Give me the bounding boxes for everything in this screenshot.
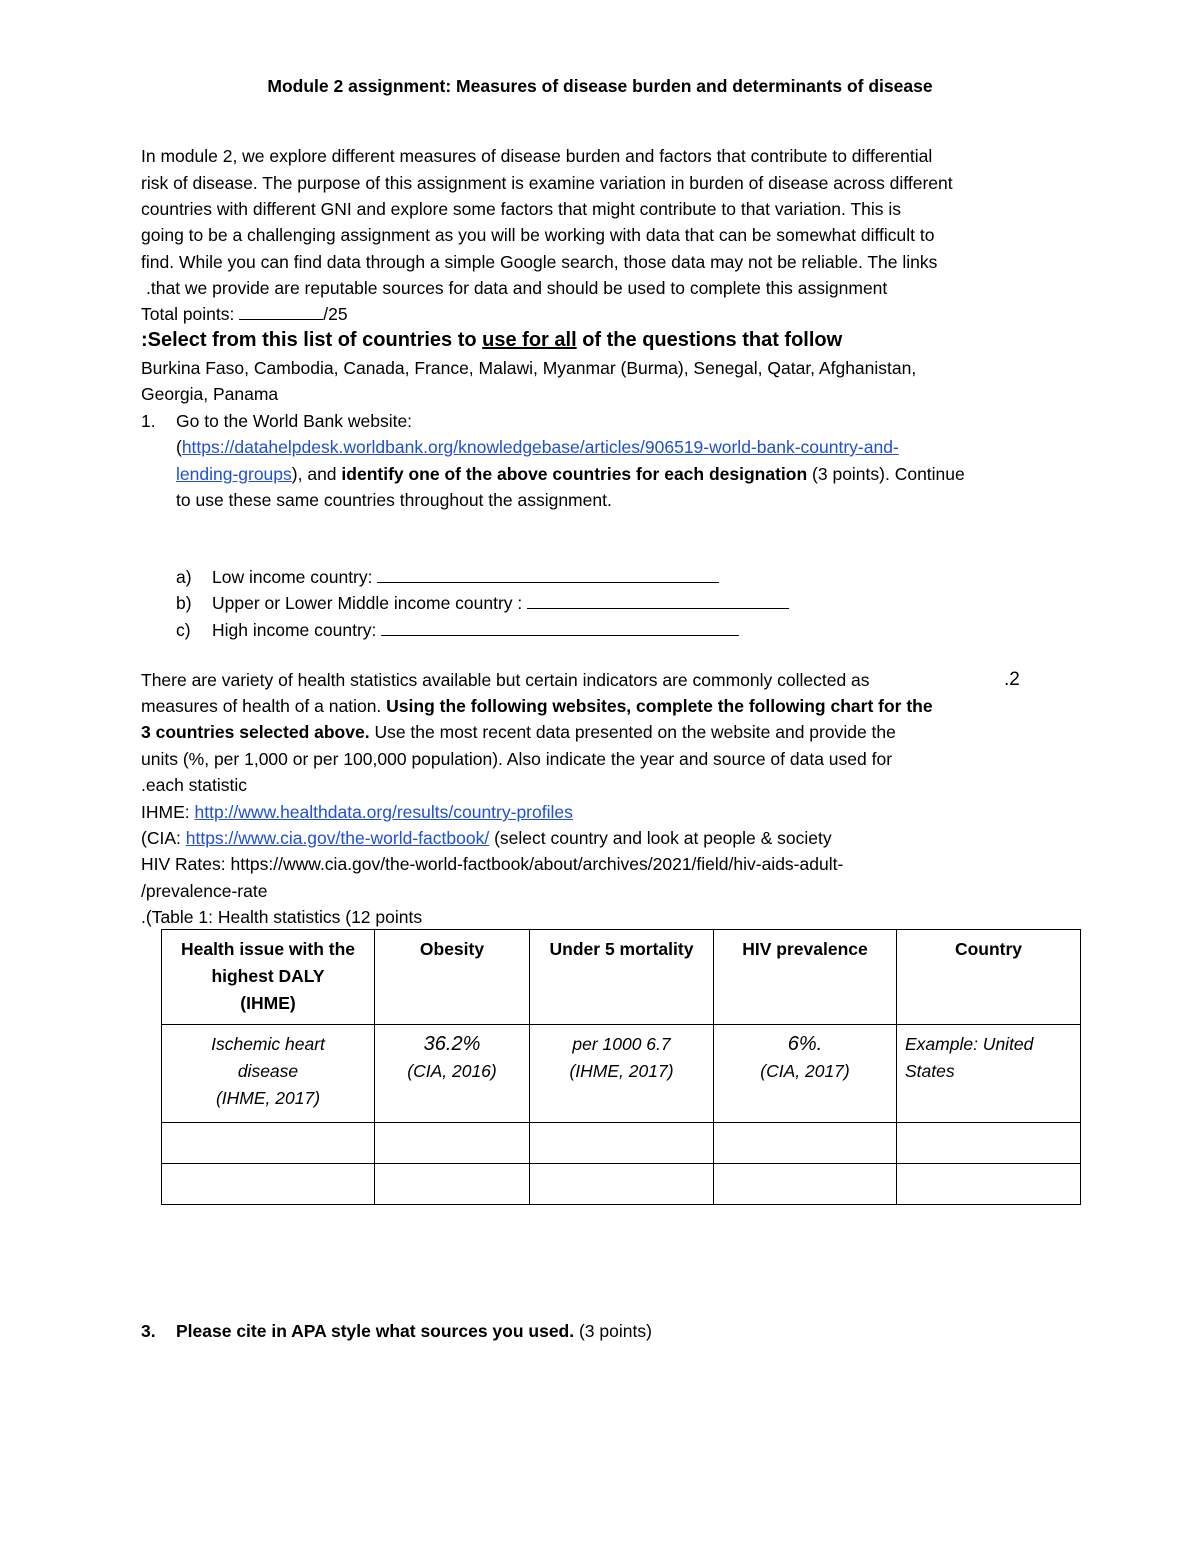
q1-item-c-letter: c): [176, 620, 191, 640]
q3-line: [176, 1318, 652, 1344]
q2-line-5: .each statistic: [141, 775, 248, 795]
health-statistics-table: [161, 929, 1081, 1205]
table-row: [162, 1164, 1081, 1205]
hiv-source-line-1: HIV Rates: https://www.cia.gov/the-world-factbook/about/archives/2021/field/hiv-aids-adult-: [141, 854, 844, 874]
q1-item-c-label: High income country:: [212, 620, 382, 640]
header-under5-label: Under 5 mortality: [549, 939, 694, 959]
select-heading-underlined: use for all: [482, 329, 577, 351]
q3-number: 3.: [141, 1321, 156, 1341]
header-hiv-label: HIV prevalence: [742, 939, 868, 959]
cia-source-line: [141, 825, 832, 851]
total-points-line: [141, 301, 348, 327]
q2-line-3-plain: Use the most recent data presented on the website and provide the: [369, 722, 896, 742]
header-country-label: Country: [954, 939, 1023, 959]
q1-line-1: Go to the World Bank website:: [176, 411, 413, 431]
empty-cell[interactable]: [530, 1164, 714, 1205]
empty-cell[interactable]: [162, 1123, 375, 1164]
empty-cell[interactable]: [897, 1123, 1081, 1164]
intro-line-3: countries with different GNI and explore some factors that might contribute to that variation. This is: [141, 199, 902, 219]
country-list-line-1: Burkina Faso, Cambodia, Canada, France, Malawi, Myanmar (Burma), Senegal, Qatar, Afghanistan,: [141, 358, 917, 378]
worldbank-link-part2[interactable]: lending-groups: [176, 464, 292, 484]
q1-number: 1.: [141, 411, 156, 431]
table-header-row: [162, 930, 1081, 1025]
intro-line-1: In module 2, we explore different measures of disease burden and factors that contribute to differential: [141, 146, 933, 166]
table-caption: .(Table 1: Health statistics (12 points: [141, 907, 423, 927]
q2-line-2: [141, 693, 933, 719]
total-points-suffix: /25: [323, 304, 348, 324]
example-hiv-value: 6%.: [787, 1033, 823, 1055]
table-row: [162, 1123, 1081, 1164]
q1-item-c: [176, 617, 739, 643]
q2-line-1: There are variety of health statistics available but certain indicators are commonly collected as: [141, 670, 870, 690]
total-points-blank[interactable]: [239, 301, 323, 320]
header-daly-line-2: highest DALY: [211, 966, 325, 986]
example-country-cell: [897, 1025, 1081, 1123]
hiv-source-line-2: /prevalence-rate: [141, 881, 268, 901]
middle-income-answer-blank[interactable]: [527, 590, 789, 609]
q1-item-a: [176, 564, 719, 590]
empty-cell[interactable]: [530, 1123, 714, 1164]
q2-line-3-bold: 3 countries selected above.: [141, 722, 370, 742]
header-obesity: [375, 930, 530, 1025]
ihme-label: IHME:: [141, 802, 195, 822]
q2-line-2-bold: Using the following websites, complete the following chart for the: [386, 696, 933, 716]
empty-cell[interactable]: [375, 1123, 530, 1164]
q1-item-a-letter: a): [176, 567, 192, 587]
header-daly: [162, 930, 375, 1025]
q2-line-2-plain: measures of health of a nation.: [141, 696, 387, 716]
q1-line-2: [176, 434, 899, 460]
header-hiv: [714, 930, 897, 1025]
example-country-line-1: Example: United: [905, 1034, 1034, 1054]
q1-line-3: [176, 461, 965, 487]
cia-after-link: (: [489, 828, 500, 848]
header-daly-line-1: Health issue with the: [180, 939, 356, 959]
header-daly-line-3: (IHME): [240, 993, 296, 1013]
example-daly-line-1: Ischemic heart: [211, 1034, 325, 1054]
q2-line-3: [141, 719, 896, 745]
q2-line-4: units (%, per 1,000 or per 100,000 population). Also indicate the year and source of data used for: [141, 749, 893, 769]
cia-instruction: select country and look at people & society: [499, 828, 832, 848]
empty-cell[interactable]: [714, 1123, 897, 1164]
empty-cell[interactable]: [162, 1164, 375, 1205]
worldbank-link-part1[interactable]: https://datahelpdesk.worldbank.org/knowledgebase/articles/906519-world-bank-country-and-: [181, 437, 899, 457]
q2-number: .2: [1004, 669, 1020, 690]
intro-line-5: find. While you can find data through a simple Google search, those data may not be reliable. The links: [141, 252, 938, 272]
cia-link[interactable]: https://www.cia.gov/the-world-factbook/: [185, 828, 490, 848]
example-obesity-cell: [375, 1025, 530, 1123]
table-row-example: [162, 1025, 1081, 1123]
q1-item-b-letter: b): [176, 593, 192, 613]
example-hiv-source: (CIA, 2017): [760, 1061, 850, 1081]
q1-item-b: [176, 590, 789, 616]
example-obesity-value: 36.2%: [423, 1033, 481, 1055]
empty-cell[interactable]: [897, 1164, 1081, 1205]
header-obesity-label: Obesity: [419, 939, 485, 959]
q1-points: (3 points). Continue: [807, 464, 965, 484]
high-income-answer-blank[interactable]: [381, 617, 739, 636]
country-list-line-2: Georgia, Panama: [141, 384, 279, 404]
ihme-link[interactable]: http://www.healthdata.org/results/country-profiles: [194, 802, 573, 822]
example-daly-line-3: (IHME, 2017): [215, 1088, 321, 1108]
q1-line-4: to use these same countries throughout the assignment.: [176, 490, 612, 510]
example-daly-line-2: disease: [237, 1061, 299, 1081]
header-under5: [530, 930, 714, 1025]
example-under5-cell: [530, 1025, 714, 1123]
document-title: Module 2 assignment: Measures of disease burden and determinants of disease: [267, 76, 933, 96]
intro-line-6: .that we provide are reputable sources for data and should be used to complete this assignment: [146, 278, 888, 298]
select-heading-part1: :Select from this list of countries to: [141, 329, 483, 351]
empty-cell[interactable]: [375, 1164, 530, 1205]
example-under5-value: per 1000 6.7: [572, 1034, 671, 1054]
low-income-answer-blank[interactable]: [377, 564, 719, 583]
q3-text: Please cite in APA style what sources you used.: [176, 1321, 575, 1341]
q3-points: (3 points): [574, 1321, 652, 1341]
example-daly-cell: [162, 1025, 375, 1123]
q1-after-link: ), and: [291, 464, 342, 484]
q1-paren: (: [176, 437, 182, 457]
example-hiv-cell: [714, 1025, 897, 1123]
select-heading-part3: of the questions that follow: [576, 329, 843, 351]
empty-cell[interactable]: [714, 1164, 897, 1205]
example-under5-source: (IHME, 2017): [569, 1061, 674, 1081]
q1-item-b-label: Upper or Lower Middle income country :: [212, 593, 528, 613]
ihme-source-line: [141, 799, 573, 825]
select-countries-heading: [141, 327, 842, 353]
q1-item-a-label: Low income country:: [212, 567, 378, 587]
q1-bold-instruction: identify one of the above countries for each designation: [341, 464, 808, 484]
intro-line-2: risk of disease. The purpose of this assignment is examine variation in burden of disease across different: [141, 173, 953, 193]
header-country: [897, 930, 1081, 1025]
cia-label: (CIA:: [141, 828, 186, 848]
intro-line-4: going to be a challenging assignment as you will be working with data that can be somewhat difficult to: [141, 225, 935, 245]
example-country-line-2: States: [905, 1061, 955, 1081]
total-points-label: Total points:: [141, 304, 240, 324]
example-obesity-source: (CIA, 2016): [407, 1061, 497, 1081]
